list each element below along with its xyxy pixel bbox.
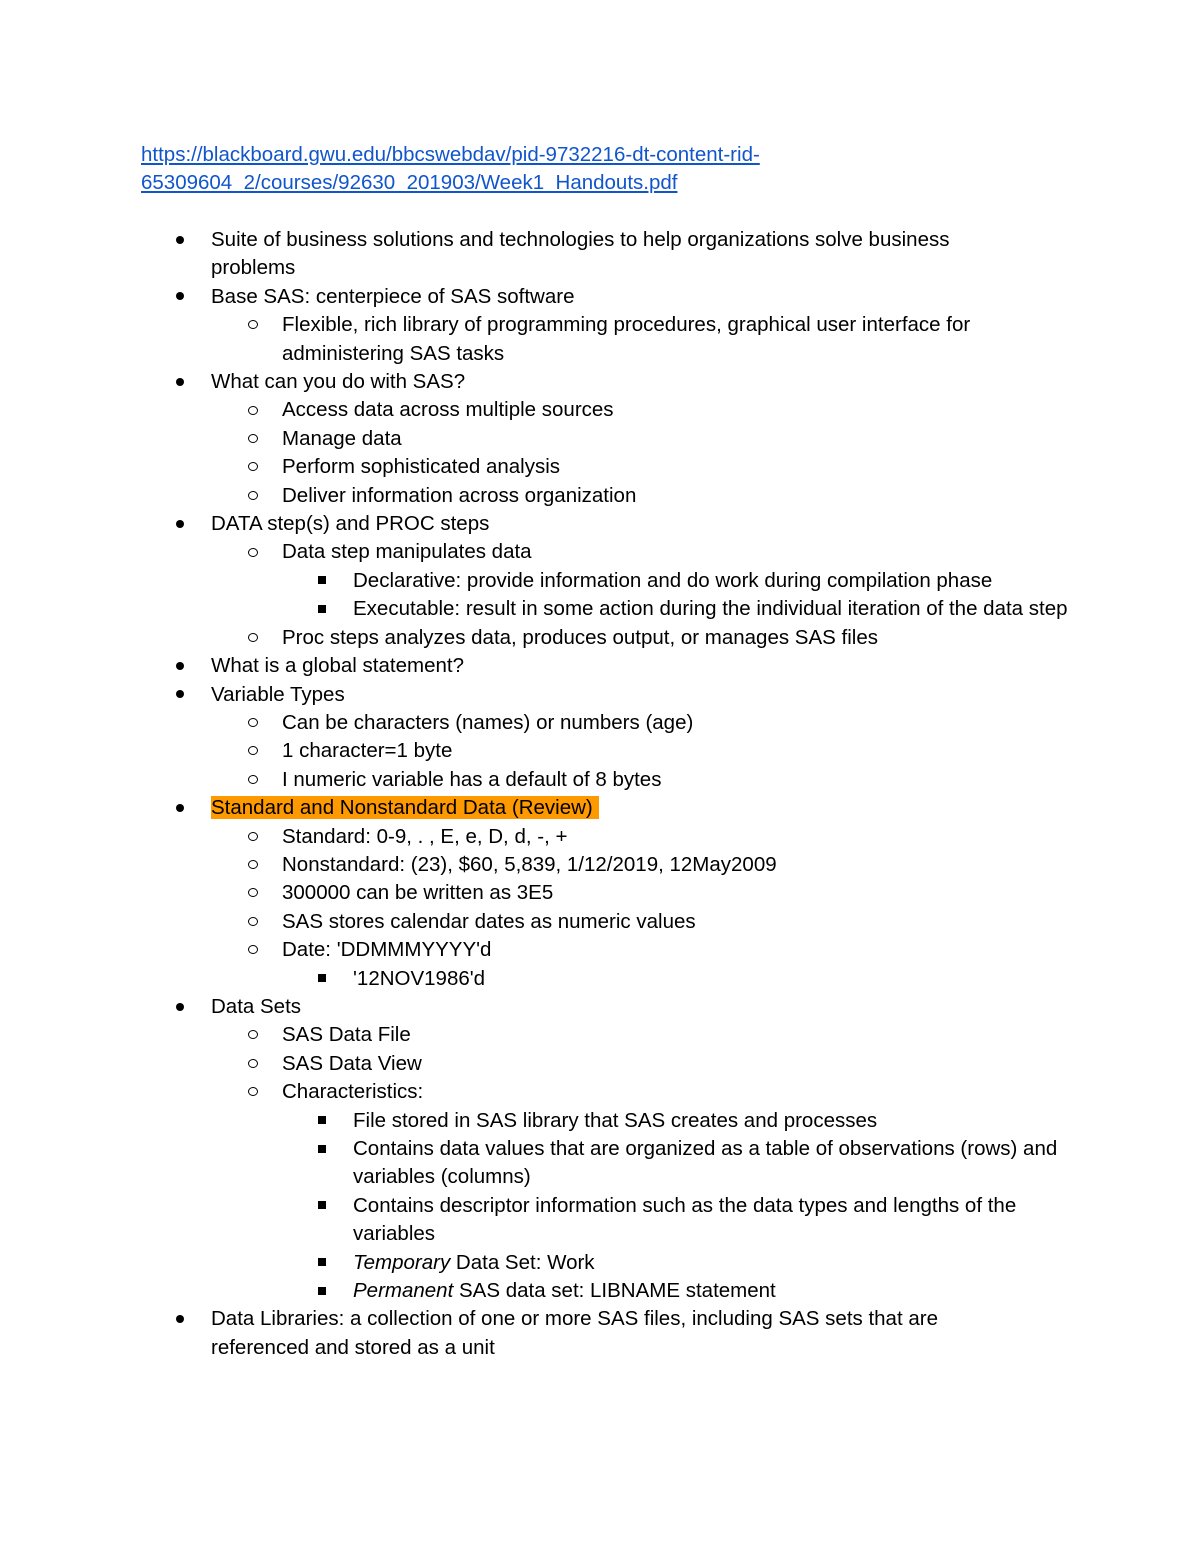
list-item bbox=[0, 1050, 1012, 1078]
circle-bullet-icon bbox=[248, 1021, 258, 1049]
list-item bbox=[0, 936, 1012, 964]
list-item bbox=[0, 823, 1012, 851]
list-item bbox=[0, 567, 1073, 595]
list-item-highlighted bbox=[0, 794, 1011, 822]
circle-bullet-icon bbox=[248, 311, 258, 339]
item-text-italic: Permanent bbox=[353, 1279, 454, 1303]
circle-bullet-icon bbox=[248, 425, 258, 453]
list-item bbox=[0, 1021, 1012, 1049]
item-text: Data step manipulates data bbox=[282, 540, 532, 564]
list-item bbox=[0, 766, 1012, 794]
circle-bullet-icon bbox=[248, 482, 258, 510]
item-text: Data Set: Work bbox=[450, 1250, 595, 1274]
circle-bullet-icon bbox=[248, 453, 258, 481]
circle-bullet-icon bbox=[248, 396, 258, 424]
item-text: I numeric variable has a default of 8 bytes bbox=[282, 767, 662, 791]
disc-bullet-icon bbox=[176, 510, 184, 538]
list-item bbox=[0, 624, 1012, 652]
list-item bbox=[0, 965, 1073, 993]
disc-bullet-icon bbox=[176, 993, 184, 1021]
circle-bullet-icon bbox=[248, 823, 258, 851]
disc-bullet-icon bbox=[176, 652, 184, 680]
item-text: Manage data bbox=[282, 426, 402, 450]
circle-bullet-icon bbox=[248, 709, 258, 737]
disc-bullet-icon bbox=[176, 283, 184, 311]
item-text: Variable Types bbox=[211, 682, 345, 706]
list-item bbox=[0, 538, 1012, 566]
handout-link-line-1[interactable]: https://blackboard.gwu.edu/bbcswebdav/pid-9732216-dt-content-rid- bbox=[141, 143, 760, 166]
list-item bbox=[0, 681, 1011, 709]
square-bullet-icon bbox=[318, 965, 326, 993]
circle-bullet-icon bbox=[248, 908, 258, 936]
list-item bbox=[0, 283, 1011, 311]
square-bullet-icon bbox=[318, 1107, 326, 1135]
list-item bbox=[0, 1107, 1073, 1135]
square-bullet-icon bbox=[318, 1135, 326, 1163]
handout-link[interactable] bbox=[141, 141, 1071, 198]
disc-bullet-icon bbox=[176, 1305, 184, 1333]
square-bullet-icon bbox=[318, 1249, 326, 1277]
square-bullet-icon bbox=[318, 1192, 326, 1220]
square-bullet-icon bbox=[318, 567, 326, 595]
item-text: Deliver information across organization bbox=[282, 483, 637, 507]
item-text: What can you do with SAS? bbox=[211, 370, 466, 394]
list-item bbox=[0, 1135, 1073, 1192]
item-text: Standard: 0-9, . , E, e, D, d, -, + bbox=[282, 824, 568, 848]
item-text: Flexible, rich library of programming procedures, graphical user interface for administering SAS tasks bbox=[282, 313, 971, 365]
list-item bbox=[0, 396, 1012, 424]
handout-link-line-2[interactable]: 65309604_2/courses/92630_201903/Week1_Handouts.pdf bbox=[141, 171, 678, 195]
item-text: Contains data values that are organized as a table of observations (rows) and variables (columns) bbox=[353, 1137, 1058, 1189]
item-text: 1 character=1 byte bbox=[282, 739, 453, 763]
list-item bbox=[0, 1305, 1011, 1362]
circle-bullet-icon bbox=[248, 936, 258, 964]
square-bullet-icon bbox=[318, 1277, 326, 1305]
square-bullet-icon bbox=[318, 595, 326, 623]
circle-bullet-icon bbox=[248, 737, 258, 765]
item-text: Data Sets bbox=[211, 994, 302, 1018]
disc-bullet-icon bbox=[176, 681, 184, 709]
item-text: Proc steps analyzes data, produces output, or manages SAS files bbox=[282, 625, 878, 649]
item-text: SAS data set: LIBNAME statement bbox=[453, 1279, 776, 1303]
list-item bbox=[0, 652, 1011, 680]
item-text: Characteristics: bbox=[282, 1080, 424, 1104]
item-text: Date: 'DDMMMYYYY'd bbox=[282, 938, 492, 962]
list-item bbox=[0, 908, 1012, 936]
item-text: Executable: result in some action during the individual iteration of the data step bbox=[353, 597, 1068, 621]
item-text: Base SAS: centerpiece of SAS software bbox=[211, 284, 575, 308]
highlighted-text: Standard and Nonstandard Data (Review) bbox=[211, 796, 599, 819]
item-text: Access data across multiple sources bbox=[282, 398, 614, 422]
list-item bbox=[0, 510, 1011, 538]
list-item bbox=[0, 1277, 1073, 1305]
item-text: Declarative: provide information and do work during compilation phase bbox=[353, 568, 993, 592]
list-item bbox=[0, 311, 1012, 368]
list-item bbox=[0, 709, 1012, 737]
list-item bbox=[0, 851, 1012, 879]
item-text: SAS stores calendar dates as numeric values bbox=[282, 909, 696, 933]
item-text-italic: Temporary bbox=[353, 1250, 451, 1274]
item-text: 300000 can be written as 3E5 bbox=[282, 881, 554, 905]
list-item bbox=[0, 879, 1012, 907]
circle-bullet-icon bbox=[248, 538, 258, 566]
item-text: What is a global statement? bbox=[211, 654, 464, 678]
item-text: SAS Data File bbox=[282, 1023, 411, 1047]
item-text: Perform sophisticated analysis bbox=[282, 455, 561, 479]
item-text: Data Libraries: a collection of one or more SAS files, including SAS sets that are referenced and stored as a unit bbox=[211, 1307, 938, 1359]
item-text: '12NOV1986'd bbox=[353, 966, 486, 990]
list-item bbox=[0, 226, 1011, 283]
list-item bbox=[0, 993, 1011, 1021]
circle-bullet-icon bbox=[248, 766, 258, 794]
item-text: SAS Data View bbox=[282, 1051, 422, 1075]
list-item bbox=[0, 595, 1073, 623]
item-text: Can be characters (names) or numbers (age) bbox=[282, 710, 694, 734]
circle-bullet-icon bbox=[248, 879, 258, 907]
list-item bbox=[0, 1078, 1012, 1106]
item-text: DATA step(s) and PROC steps bbox=[211, 512, 490, 536]
item-text: File stored in SAS library that SAS creates and processes bbox=[353, 1108, 878, 1132]
list-item bbox=[0, 425, 1012, 453]
list-item bbox=[0, 482, 1012, 510]
item-text: Nonstandard: (23), $60, 5,839, 1/12/2019, 12May2009 bbox=[282, 852, 777, 876]
item-text: Contains descriptor information such as the data types and lengths of the variables bbox=[353, 1193, 1017, 1246]
list-item bbox=[0, 453, 1012, 481]
disc-bullet-icon bbox=[176, 368, 184, 396]
list-item bbox=[0, 737, 1012, 765]
circle-bullet-icon bbox=[248, 851, 258, 879]
disc-bullet-icon bbox=[176, 794, 184, 822]
circle-bullet-icon bbox=[248, 1078, 258, 1106]
notes-list bbox=[0, 226, 1200, 1362]
list-item bbox=[0, 1249, 1073, 1277]
item-text: Suite of business solutions and technologies to help organizations solve business problems bbox=[211, 228, 950, 280]
list-item bbox=[0, 1192, 1073, 1249]
circle-bullet-icon bbox=[248, 1050, 258, 1078]
list-item bbox=[0, 368, 1011, 396]
circle-bullet-icon bbox=[248, 624, 258, 652]
disc-bullet-icon bbox=[176, 226, 184, 254]
